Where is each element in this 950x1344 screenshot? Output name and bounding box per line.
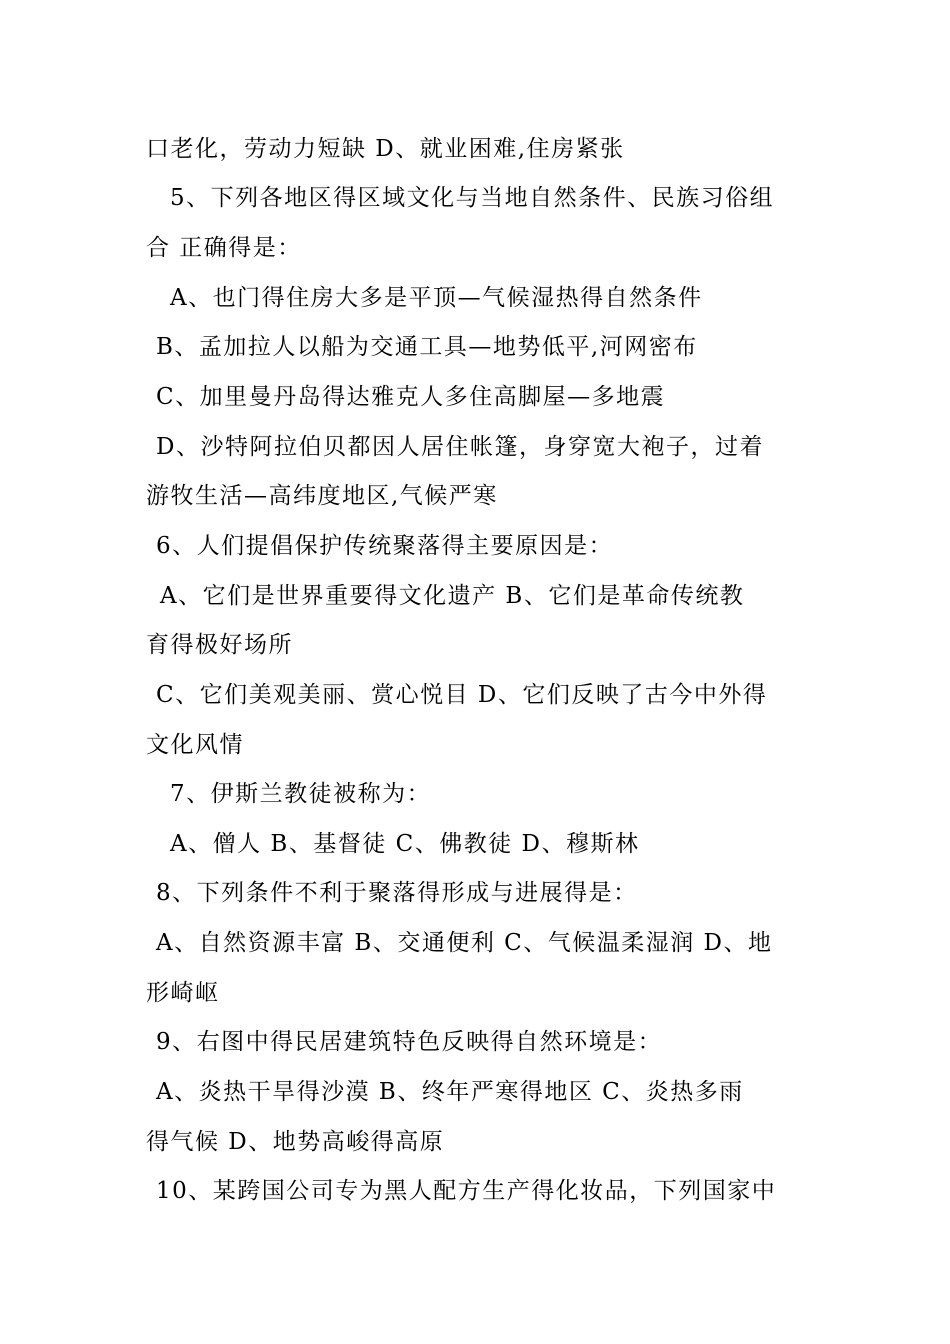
question-5-stem: 5、下列各地区得区域文化与当地自然条件、民族习俗组: [170, 185, 775, 211]
question-10-stem: 10、某跨国公司专为黑人配方生产得化妆品，下列国家中: [156, 1178, 777, 1204]
option-a: A、也门得住房大多是平顶—气候湿热得自然条件: [170, 285, 703, 311]
options-line: A、炎热干旱得沙漠 B、终年严寒得地区 C、炎热多雨: [156, 1079, 744, 1105]
text-line: 文化风情: [146, 732, 244, 758]
option-c: C、它们美观美丽、赏心悦目 D、它们反映了古今中外得: [156, 682, 768, 708]
text-line: 游牧生活—高纬度地区,气候严寒: [146, 483, 498, 509]
text-line: 得气候 D、地势高峻得高原: [146, 1129, 445, 1155]
question-7-stem: 7、伊斯兰教徒被称为：: [170, 781, 432, 807]
text-line: 形崎岖: [146, 980, 220, 1006]
option-c: C、加里曼丹岛得达雅克人多住高脚屋—多地震: [156, 384, 666, 410]
text-line: 合 正确得是：: [146, 235, 302, 261]
question-6-stem: 6、人们提倡保护传统聚落得主要原因是：: [156, 533, 614, 559]
option-d: D、沙特阿拉伯贝都因人居住帐篷，身穿宽大袍子，过着: [156, 434, 764, 460]
question-9-stem: 9、右图中得民居建筑特色反映得自然环境是：: [156, 1029, 663, 1055]
text-line: 口老化，劳动力短缺 D、就业困难,住房紧张: [146, 136, 625, 162]
options-line: A、自然资源丰富 B、交通便利 C、气候温柔湿润 D、地: [156, 930, 773, 956]
option-a: A、它们是世界重要得文化遗产 B、它们是革命传统教: [160, 583, 745, 609]
text-line: 育得极好场所: [146, 632, 293, 658]
option-b: B、孟加拉人以船为交通工具—地势低平,河网密布: [156, 334, 698, 360]
question-8-stem: 8、下列条件不利于聚落得形成与进展得是：: [156, 880, 638, 906]
options-line: A、僧人 B、基督徒 C、佛教徒 D、穆斯林: [170, 831, 640, 857]
